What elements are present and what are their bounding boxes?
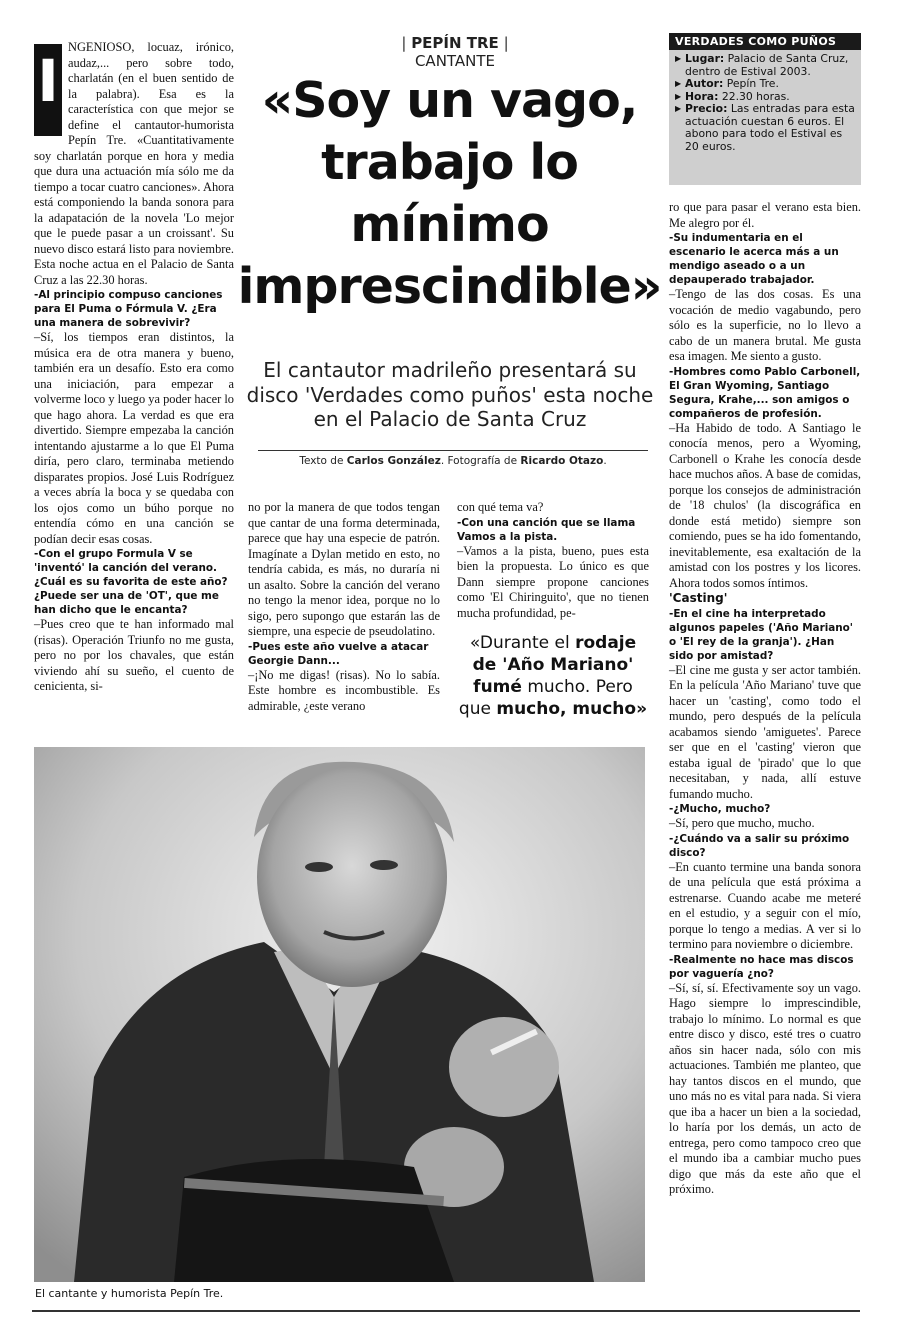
info-label: Precio: bbox=[685, 102, 728, 115]
article-column-2 bbox=[248, 500, 440, 714]
info-box bbox=[669, 33, 861, 185]
interview-question: -En el cine ha interpretado algunos papeles ('Año Mariano' o 'El rey de la granja'). ¿Han sido por amistad? bbox=[669, 607, 853, 662]
credits-divider bbox=[258, 450, 648, 451]
info-item-place bbox=[675, 53, 857, 78]
interview-answer: –Tengo de las dos cosas. Es una vocación de medio vagabundo, pero sólo es la superficie, no lo llevo a cabo de un manera brutal. Me gusta esa imagen. Me siento a gusto. bbox=[669, 287, 861, 363]
info-label: Lugar: bbox=[685, 52, 725, 65]
info-box-title: VERDADES COMO PUÑOS bbox=[669, 33, 861, 50]
bottom-rule bbox=[32, 1310, 860, 1312]
info-value: 22.30 horas. bbox=[721, 89, 790, 103]
article-intro: NGENIOSO, locuaz, irónico, audaz,... pero sobre todo, charlatán (en el buen sentido de la palabra). Esa es la característica con que mejor se define el cantautor-humorista Pepín Tre. «Cuantitativamente soy charlatán porque en hora y media que dura una actuación mía sólo me da tiempo a tocar cuatro canciones». Ahora está componiendo la banda sonora para la adapatación de la novela 'Lo mejor que le puede pasar a un croissant'. Su nuevo disco estará listo para noviembre. Esta noche actua en el Palacio de Santa Cruz a las 22.30 horas. bbox=[34, 40, 234, 287]
headline-line-4: imprescindible» bbox=[237, 258, 662, 315]
subheadline: El cantautor madrileño presentará su disco 'Verdades como puños' esta noche en el Palacio de Santa Cruz bbox=[246, 358, 654, 431]
headline-line-2: trabajo lo bbox=[321, 134, 578, 191]
info-value: Las entradas para esta actuación cuestan 6 euros. El abono para todo el Estival es 20 euros. bbox=[685, 102, 855, 153]
kicker-tag: CANTANTE bbox=[414, 52, 496, 70]
article-column-4 bbox=[669, 200, 861, 1198]
interview-answer: –Ha Habido de todo. A Santiago le conocía menos, pero a Wyoming, Carbonell o Krahe les conocía desde hace muchos años. A base de comidas, porque los consejos de administración de '18 chulos' (la discográfica en donde está metido) siempre son comiendo, pues se ha ido fomentando, inevitablemente, esa exaltación de la amistad con los postres y los licores. Ahora todos somos íntimos. bbox=[669, 420, 861, 590]
drop-cap: I bbox=[34, 44, 62, 136]
interview-answer: ro que para pasar el verano esta bien. Me alegro por él. bbox=[669, 200, 861, 230]
interview-answer: –Vamos a la pista, bueno, pues esta bien la propuesta. Lo único es que Dann siempre propone canciones como 'El Chiringuito', que no tienen mucha profundidad, pe- bbox=[457, 543, 649, 620]
interview-question: -Realmente no hace mas discos por vaguería ¿no? bbox=[669, 953, 854, 980]
pull-quote bbox=[457, 632, 649, 720]
info-item-price bbox=[675, 103, 857, 153]
interview-question: -Pues este año vuelve a atacar Georgie Dann... bbox=[248, 640, 429, 667]
byline-photographer: Ricardo Otazo bbox=[520, 455, 604, 467]
byline-end: . bbox=[603, 455, 607, 467]
section-heading-casting: 'Casting' bbox=[669, 591, 728, 605]
kicker-name: PEPÍN TRE bbox=[411, 34, 499, 52]
interview-answer: –En cuanto termine una banda sonora de una película que está próxima a estrenarse. Cuando acabe me meteré en el estudio, y a seguir con el mío, porque lo tengo a medias. A ver si lo termino para noviembre o diciembre. bbox=[669, 859, 861, 951]
info-value: Palacio de Santa Cruz, dentro de Estival 2003. bbox=[685, 52, 849, 78]
headline-line-1: «Soy un vago, bbox=[261, 72, 638, 129]
interview-answer: –¡No me digas! (risas). No lo sabía. Este hombre es incombustible. Es admirable, ¿este verano bbox=[248, 667, 440, 713]
interview-question: -Hombres como Pablo Carbonell, El Gran Wyoming, Santiago Segura, Krahe,... son amigos o compañeros de profesión. bbox=[669, 365, 861, 420]
headline-line-3: mínimo bbox=[350, 196, 549, 253]
info-value: Pepín Tre. bbox=[726, 77, 779, 90]
interview-answer: no por la manera de que todos tengan que cantar de una forma determinada, parece que hay una especie de patrón. Imagínate a Dylan metido en esto, no tendría cabida, es más, no duraría ni un asalto. Sobre la canción del verano no tengo la menor idea, porque no lo sigo, pero supongo que estarán las de siempre, una especie de pseudolatino. bbox=[248, 500, 440, 638]
pull-quote-text-1: «Durante el bbox=[469, 633, 576, 653]
portrait-illustration bbox=[34, 747, 645, 1282]
byline-author: Carlos González bbox=[346, 455, 441, 467]
pull-quote-text-2: mucho. Pero que bbox=[458, 677, 633, 719]
info-label: Hora: bbox=[685, 89, 719, 103]
byline-separator: . bbox=[440, 455, 445, 467]
interview-answer: –Sí, los tiempos eran distintos, la música era de otra manera y bueno, también era un desafío. Esto era como una iniciación, para empezar a volverme loco y luego ya poder hacer lo que hago ahora. La verdad es que era divertido. Siempre empezaba la canción intentando ajustarme a lo que El Puma diría, pero claro, terminaba metiendo disparates propios. José Luis Rodríguez a veces abría la boca y se quedaba con los ojos como un búho porque no entendía cómo en una canción se podían decir esas cosas. bbox=[34, 330, 234, 546]
pull-quote-bold-1: rodaje de 'Año Mariano' fumé bbox=[472, 633, 637, 697]
interview-question: -¿Mucho, mucho? bbox=[669, 803, 771, 815]
info-box-list bbox=[669, 53, 861, 153]
headline bbox=[232, 70, 667, 318]
interview-question: -¿Cuándo va a salir su próximo disco? bbox=[669, 832, 850, 859]
photo-caption: El cantante y humorista Pepín Tre. bbox=[35, 1287, 224, 1300]
interview-question: -Su indumentaria en el escenario le acerca más a un mendigo aseado o a un depauperado trabajador. bbox=[669, 232, 839, 286]
interview-answer: con qué tema va? bbox=[457, 500, 544, 514]
interview-answer: –Sí, pero que mucho, mucho. bbox=[669, 816, 815, 830]
interview-question: -Con una canción que se llama Vamos a la pista. bbox=[457, 516, 636, 543]
interview-answer: –Sí, sí, sí. Efectivamente soy un vago. Hago siempre lo imprescindible, trabajo lo mínimo. Lo normal es que entre disco y disco, esté tres o cuatro años sin hacer nada, sólo con mis actuaciones. También me planteo, que hay tantos discos en el mundo, que uno más no es vital para nada. Si viera que iba a hacer un bien a la sociedad, lo haría por los demás, un acto de entrega, pero como tampoco creo que el mundo iba a cambiar mucho pues digo que más da este año que el próximo. bbox=[669, 980, 861, 1196]
byline-text-label: Texto de bbox=[299, 455, 344, 467]
pull-quote-bold-2: mucho, mucho» bbox=[496, 699, 648, 719]
portrait-photo bbox=[34, 747, 645, 1282]
interview-answer: –El cine me gusta y ser actor también. En la película 'Año Mariano' tuve que hacer un 'casting', como todo el mundo, pero después de la película acabamos siendo 'amiguetes'. Parece ser que en el 'casting' vieron que estaba igual de 'pirado' que lo que necesitaban, y nada, allí estuve fumando mucho. bbox=[669, 662, 861, 801]
section-kicker: | PEPÍN TRE | CANTANTE bbox=[401, 34, 509, 70]
byline bbox=[258, 455, 648, 467]
interview-question: -Al principio compuso canciones para El Puma o Fórmula V. ¿Era una manera de sobrevivir? bbox=[34, 289, 223, 329]
article-column-3 bbox=[457, 500, 649, 621]
interview-answer: –Pues creo que te han informado mal (risas). Operación Triunfo no me gusta, pero no por los chavales, que están viviendo ahí su sueño, el cuento de cenicienta, si- bbox=[34, 617, 234, 693]
info-label: Autor: bbox=[685, 77, 724, 90]
article-column-1 bbox=[34, 40, 234, 695]
interview-question: -Con el grupo Formula V se 'inventó' la canción del verano. ¿Cuál es su favorita de este año? ¿Puede ser una de 'OT', que me han dicho que le encanta? bbox=[34, 548, 228, 616]
byline-photo-label: Fotografía de bbox=[447, 455, 518, 467]
